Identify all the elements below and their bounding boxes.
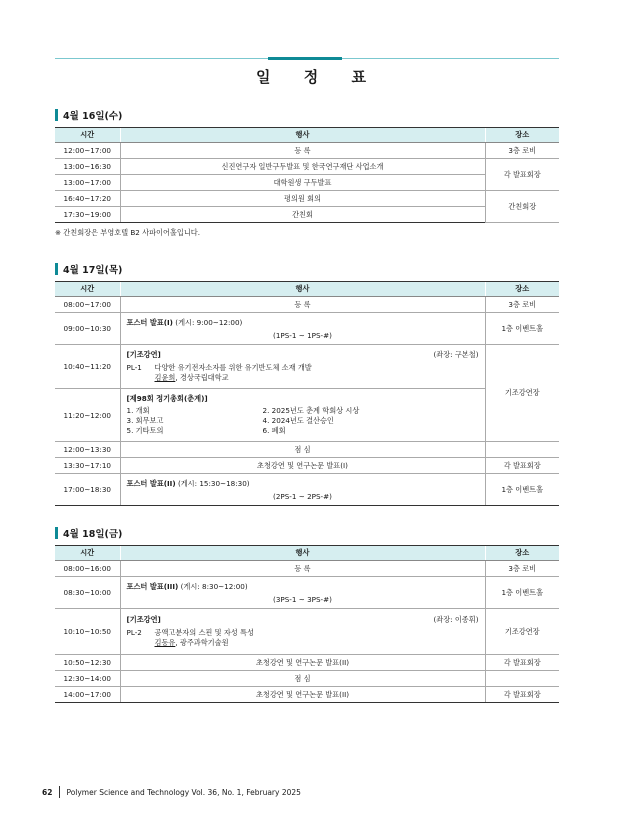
header-event: 행사 (120, 282, 485, 297)
header-time: 시간 (55, 282, 120, 297)
table-row (55, 313, 559, 345)
poster1-title: 포스터 발표(I) (126, 317, 173, 327)
keynote-label: [기조강연] (126, 615, 161, 624)
table-row (55, 191, 559, 207)
cell-time: 14:00~17:00 (55, 687, 120, 703)
day1-heading (55, 108, 559, 122)
assembly-label: [제98회 정기총회(춘계)] (126, 394, 208, 403)
cell-time: 10:50~12:30 (55, 655, 120, 671)
day2-section (55, 262, 559, 506)
table-row (55, 474, 559, 506)
cell-time: 08:00~17:00 (55, 297, 120, 313)
agenda-item: 2. 2025년도 춘계 학회상 시상 (262, 406, 360, 415)
cell-place: 각 발표회장 (485, 159, 559, 191)
poster2-title: 포스터 발표(II) (126, 478, 176, 488)
cell-time: 16:40~17:20 (55, 191, 120, 207)
cell-time: 17:00~18:30 (55, 474, 120, 506)
cell-event: 대학원생 구두발표 (120, 175, 485, 191)
cell-time: 13:30~17:10 (55, 458, 120, 474)
talk-code: PL-1 (126, 363, 142, 372)
footer-divider (59, 786, 60, 798)
cell-event: 평의원 회의 (120, 191, 485, 207)
table-row (55, 609, 559, 655)
table-header (55, 282, 559, 297)
cell-place (485, 671, 559, 687)
table-row (55, 442, 559, 458)
keynote1-detail (120, 345, 485, 389)
table-row (55, 175, 559, 191)
day2-heading-text: 4월 17일(목) (63, 265, 123, 276)
cell-place: 기조강연장 (485, 345, 559, 442)
cell-event: 등 록 (120, 297, 485, 313)
heading-bar (55, 109, 58, 121)
speaker-name: 김동유 (154, 638, 176, 647)
cell-place (485, 442, 559, 458)
cell-event: 초청강연 및 연구논문 발표(I) (120, 458, 485, 474)
page-footer (42, 786, 301, 798)
day3-table (55, 545, 559, 703)
day2-heading (55, 262, 559, 276)
poster3-title: 포스터 발표(III) (126, 581, 179, 591)
cell-event: 등 록 (120, 561, 485, 577)
assembly-detail (120, 389, 485, 442)
table-row (55, 159, 559, 175)
table-row (55, 143, 559, 159)
cell-place: 간친회장 (485, 191, 559, 223)
cell-place: 각 발표회장 (485, 687, 559, 703)
agenda-item: 6. 폐회 (262, 426, 286, 435)
talk-title: 공액고분자의 스핀 및 자성 특성 (154, 628, 254, 637)
header-place: 장소 (485, 282, 559, 297)
assembly-agenda (127, 406, 479, 436)
cell-event: 점 심 (120, 442, 485, 458)
cell-time: 13:00~17:00 (55, 175, 120, 191)
table-row (55, 655, 559, 671)
cell-time: 12:00~17:00 (55, 143, 120, 159)
heading-bar (55, 527, 58, 539)
page-number: 62 (42, 787, 53, 797)
speaker-affiliation: , 경상국립대학교 (175, 373, 229, 382)
table-row (55, 561, 559, 577)
table-row (55, 687, 559, 703)
cell-place: 1층 이벤트홀 (485, 577, 559, 609)
day1-table (55, 127, 559, 223)
keynote-chair: (좌장: 구본철) (433, 350, 479, 359)
keynote-label: [기조강연] (126, 350, 161, 359)
cell-place: 3층 로비 (485, 297, 559, 313)
heading-bar (55, 263, 58, 275)
table-row (55, 389, 559, 442)
poster3-detail (120, 577, 485, 609)
cell-time: 08:30~10:00 (55, 577, 120, 609)
day1-section (55, 108, 559, 238)
cell-time: 08:00~16:00 (55, 561, 120, 577)
keynote2-detail (120, 609, 485, 655)
speaker-affiliation: , 광주과학기술원 (175, 638, 229, 647)
cell-event: 신진연구자 일반구두발표 및 한국연구재단 사업소개 (120, 159, 485, 175)
day2-table (55, 281, 559, 506)
poster1-detail (120, 313, 485, 345)
cell-place: 각 발표회장 (485, 458, 559, 474)
header-place: 장소 (485, 128, 559, 143)
poster3-range: (3PS-1 ~ 3PS-#) (273, 594, 332, 604)
table-row (55, 458, 559, 474)
cell-place: 기조강연장 (485, 609, 559, 655)
table-row (55, 577, 559, 609)
day3-heading-text: 4월 18일(금) (63, 529, 123, 540)
cell-place: 1층 이벤트홀 (485, 474, 559, 506)
cell-time: 12:30~14:00 (55, 671, 120, 687)
table-row (55, 671, 559, 687)
cell-place: 3층 로비 (485, 561, 559, 577)
cell-event: 초청강연 및 연구논문 발표(II) (120, 655, 485, 671)
cell-time: 10:10~10:50 (55, 609, 120, 655)
cell-time: 09:00~10:30 (55, 313, 120, 345)
agenda-item: 1. 개회 (126, 406, 150, 415)
cell-place: 3층 로비 (485, 143, 559, 159)
poster2-post: (게시: 15:30~18:30) (177, 478, 250, 488)
cell-time: 12:00~13:30 (55, 442, 120, 458)
agenda-item: 5. 기타토의 (126, 426, 164, 435)
poster1-post: (게시: 9:00~12:00) (175, 317, 243, 327)
talk-title: 다양한 유기전자소자를 위한 유기반도체 소재 개발 (154, 363, 312, 372)
cell-place: 1층 이벤트홀 (485, 313, 559, 345)
header-place: 장소 (485, 546, 559, 561)
header-event: 행사 (120, 546, 485, 561)
cell-time: 17:30~19:00 (55, 207, 120, 223)
day1-note: ※ 간친회장은 부영호텔 B2 사파이어홀입니다. (55, 228, 200, 237)
cell-event: 점 심 (120, 671, 485, 687)
table-header (55, 546, 559, 561)
page-title: 일 정 표 (256, 68, 380, 86)
cell-place: 각 발표회장 (485, 655, 559, 671)
day3-heading (55, 526, 559, 540)
poster1-range: (1PS-1 ~ 1PS-#) (273, 330, 332, 340)
poster3-post: (게시: 8:30~12:00) (180, 581, 248, 591)
agenda-item: 3. 회무보고 (126, 416, 164, 425)
cell-time: 11:20~12:00 (55, 389, 120, 442)
cell-event: 간친회 (120, 207, 485, 223)
talk-code: PL-2 (126, 628, 142, 637)
cell-time: 10:40~11:20 (55, 345, 120, 389)
poster2-range: (2PS-1 ~ 2PS-#) (273, 491, 332, 501)
table-header (55, 128, 559, 143)
table-row (55, 297, 559, 313)
agenda-item: 4. 2024년도 결산승인 (262, 416, 334, 425)
journal-info: Polymer Science and Technology Vol. 36, No. 1, February 2025 (66, 787, 301, 797)
cell-time: 13:00~16:30 (55, 159, 120, 175)
cell-event: 등 록 (120, 143, 485, 159)
keynote-chair: (좌장: 이종휘) (433, 615, 479, 624)
table-row (55, 207, 559, 223)
header-time: 시간 (55, 546, 120, 561)
header-event: 행사 (120, 128, 485, 143)
day1-heading-text: 4월 16일(수) (63, 111, 123, 122)
header-time: 시간 (55, 128, 120, 143)
top-accent-bar (268, 57, 342, 60)
speaker-name: 김윤희 (154, 373, 176, 382)
table-row (55, 345, 559, 389)
cell-event: 초청강연 및 연구논문 발표(II) (120, 687, 485, 703)
poster2-detail (120, 474, 485, 506)
day3-section (55, 526, 559, 703)
